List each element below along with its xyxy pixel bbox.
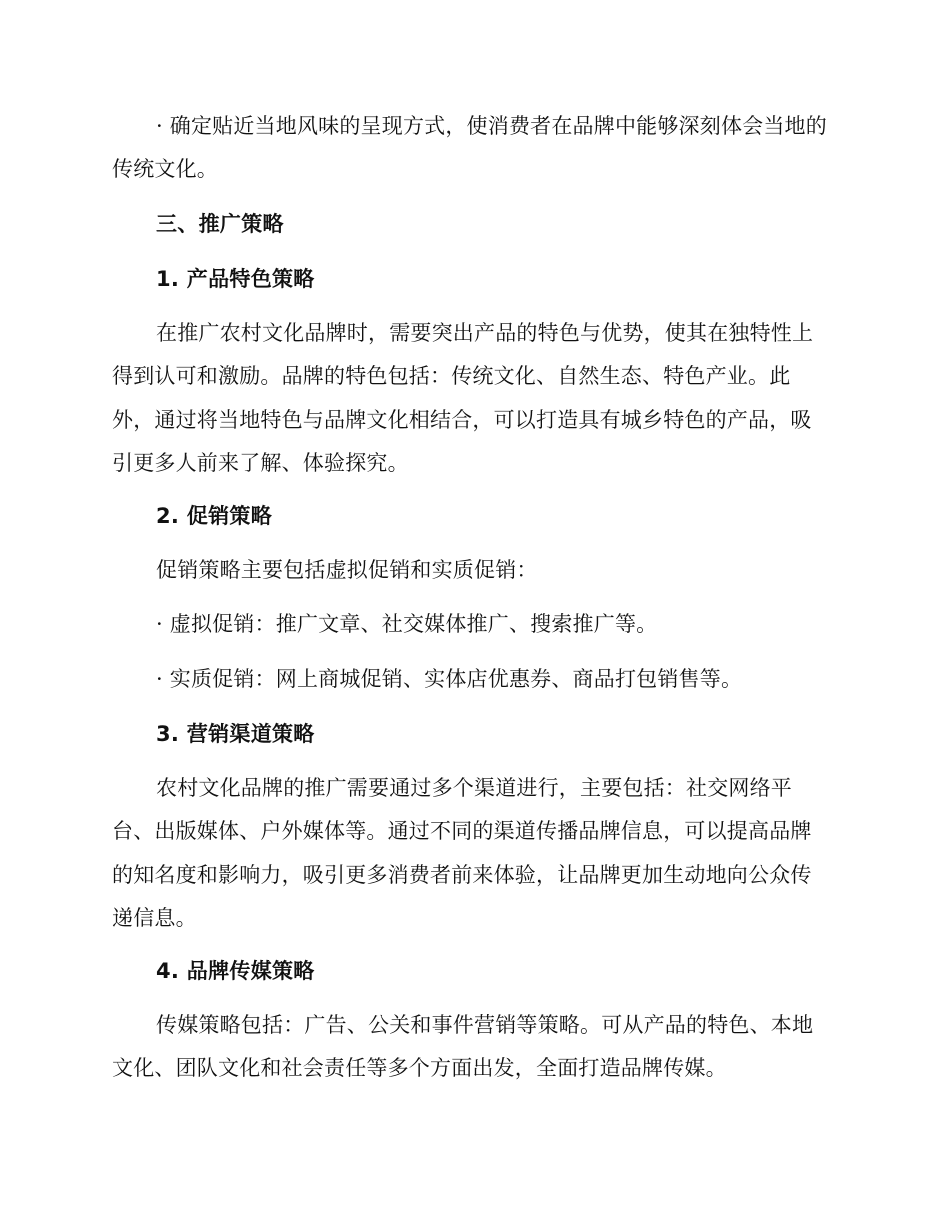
bullet-physical-promotion: · 实质促销：网上商城促销、实体店优惠券、商品打包销售等。	[156, 667, 743, 691]
paragraph-product-feature: 在推广农村文化品牌时，需要突出产品的特色与优势，使其在独特性上得到认可和激励。品牌的特色包括：传统文化、自然生态、特色产业。此外，通过将当地特色与品牌文化相结合，可以打造具有城乡特色的产品，吸引更多人前来了解、体验探究。	[112, 321, 814, 475]
section-heading-promotion-strategy: 三、推广策略	[156, 212, 284, 236]
paragraph-brand-media: 传媒策略包括：广告、公关和事件营销等策略。可从产品的特色、本地文化、团队文化和社会责任等多个方面出发，全面打造品牌传媒。	[112, 1013, 814, 1081]
paragraph-sales-promotion-intro: 促销策略主要包括虚拟促销和实质促销：	[156, 558, 538, 582]
subheading-product-feature-strategy: 1. 产品特色策略	[156, 267, 315, 291]
subheading-marketing-channel-strategy: 3. 营销渠道策略	[156, 722, 315, 746]
subheading-sales-promotion-strategy: 2. 促销策略	[156, 504, 272, 528]
paragraph-marketing-channel: 农村文化品牌的推广需要通过多个渠道进行，主要包括：社交网络平台、出版媒体、户外媒体等。通过不同的渠道传播品牌信息，可以提高品牌的知名度和影响力，吸引更多消费者前来体验，让品牌更加生动地向公众传递信息。	[112, 776, 812, 930]
bullet-local-flavor: · 确定贴近当地风味的呈现方式，使消费者在品牌中能够深刻体会当地的传统文化。	[112, 114, 827, 182]
subheading-brand-media-strategy: 4. 品牌传媒策略	[156, 959, 315, 983]
bullet-virtual-promotion: · 虚拟促销：推广文章、社交媒体推广、搜索推广等。	[156, 612, 658, 636]
